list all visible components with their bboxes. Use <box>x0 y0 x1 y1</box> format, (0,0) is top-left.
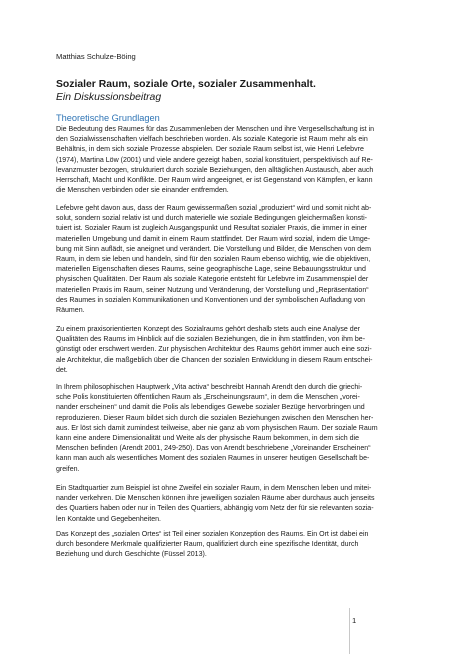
paragraph-6 <box>56 530 420 561</box>
text-line: günstigt oder erschwert werden. Zur physischen Architektur des Raums gehört immer auch eine sozi- <box>56 346 372 354</box>
text-line: nander erscheinen“ und damit die Polis als lebendiges Gewebe sozialer Bezüge hervorbringen und <box>56 404 365 412</box>
text-line: nander verkehren. Die Menschen können ihre jeweiligen sozialen Räume aber durchaus auch jenseits <box>56 495 375 503</box>
section-heading: Theoretische Grundlagen <box>56 113 160 123</box>
text-line: den Sozialwissenschaften vielfach beschrieben worden. Als soziale Kategorie ist Raum mehr als ein <box>56 136 368 144</box>
text-line: Menschen befinden (Arendt 2001, 249-250). Das von Arendt beschriebene „Voreinander Erscheinen“ <box>56 445 371 453</box>
text-line: Qualitäten des Raums im Hinblick auf die sozialen Beziehungen, die in ihm stattfinden, von ihm be- <box>56 336 366 344</box>
text-line: (1974), Martina Löw (2001) und viele andere gezeigt haben, sozial konstituiert, perspektivisch auf Re- <box>56 156 373 164</box>
text-line: aus. Er löst sich damit zumindest teilweise, aber nie ganz ab vom physischen Raum. Der soziale Raum <box>56 424 378 432</box>
text-line: die Menschen verbinden oder sie einander entfremden. <box>56 187 229 195</box>
text-line: reproduzieren. Dieser Raum bildet sich durch die sozialen Beziehungen zwischen den Menschen her- <box>56 414 374 422</box>
text-line: des Raumes in sozialen Kommunikationen und Konventionen und der symbolischen Aufladung von <box>56 296 366 304</box>
paragraph-2 <box>56 204 420 316</box>
text-line: kann eine andere Dimensionalität und Weite als der physische Raum bekommen, in dem sich die <box>56 435 360 443</box>
paragraph-3 <box>56 325 420 376</box>
text-line: Zu einem praxisorientierten Konzept des Sozialraums gehört deshalb stets auch eine Analyse der <box>56 326 360 333</box>
text-line: durch besondere Merkmale qualifizierter Raum, qualifiziert durch eine spezifische Identität, durch <box>56 541 359 549</box>
text-line: Herrschaft, Macht und Konflikte. Der Raum wird angeeignet, er ist Gegenstand von Kämpfen, er kann <box>56 177 373 185</box>
text-line: det. <box>56 366 68 374</box>
text-line: Räumen. <box>56 307 85 315</box>
paragraph-4 <box>56 383 420 475</box>
author-name: Matthias Schulze-Böing <box>56 52 136 61</box>
text-line: tuiert ist. Sozialer Raum ist zugleich Ausgangspunkt und Resultat sozialer Praxis, die immer in einer <box>56 225 367 233</box>
text-line: kann man auch als wesentliches Moment des sozialen Raumes in unserer heutigen Gesellschaft be- <box>56 455 370 463</box>
page-number: 1 <box>352 616 357 625</box>
text-line: physischen Qualitäten. Der Raum als soziale Kategorie entsteht für Lefebvre im Zusammenspiel der <box>56 276 369 284</box>
text-line: solut, sondern sozial relativ ist und durch materielle wie soziale Bedingungen gleichermaßen konsti- <box>56 215 368 223</box>
document-subtitle: Ein Diskussionsbeitrag <box>56 92 162 103</box>
footer-divider <box>349 608 350 654</box>
text-line: Das Konzept des „sozialen Ortes“ ist Teil einer sozialen Konzeption des Raums. Ein Ort ist dabei ein <box>56 531 369 538</box>
text-line: ale Architektur, die maßgeblich über die Chancen der sozialen Entwicklung in diesem Raum entschei- <box>56 356 373 364</box>
text-line: Behältnis, in dem sich soziale Prozesse abspielen. Der soziale Raum selbst ist, wie Henri Lefebvre <box>56 146 364 154</box>
text-line: levanzmuster bezogen, strukturiert durch soziale Beziehungen, den alltäglichen Austausch, aber auch <box>56 166 374 174</box>
text-line: Ein Stadtquartier zum Beispiel ist ohne Zweifel ein sozialer Raum, in dem Menschen leben und mitei- <box>56 485 372 492</box>
paragraph-5 <box>56 484 420 525</box>
document-title: Sozialer Raum, soziale Orte, sozialer Zusammenhalt. <box>56 79 316 90</box>
text-line: Die Bedeutung des Raumes für das Zusammenleben der Menschen und ihre Vergesellschaftung ist in <box>56 126 375 133</box>
text-line: len Kontakte und Gegebenheiten. <box>56 515 162 523</box>
paragraph-1 <box>56 125 420 196</box>
text-line: In Ihrem philosophischen Hauptwerk „Vita activa“ beschreibt Hannah Arendt den durch die griechi- <box>56 384 363 391</box>
text-line: greifen. <box>56 465 80 473</box>
text-line: materiellen Eigenschaften dieses Raums, seine geographische Lage, seine Bebauungsstruktur und <box>56 266 366 274</box>
text-line: des Quartiers haben oder nur in Teilen des Quartiers, abhängig vom Netz der für sie relevanten sozia- <box>56 505 374 513</box>
text-line: Raum, in dem sie leben und handeln, sind für den sozialen Raum ebenso wichtig, wie die objektiven, <box>56 256 371 264</box>
text-line: Beziehung und durch Geschichte (Füssel 2013). <box>56 551 207 559</box>
text-line: Lefebvre geht davon aus, dass der Raum gewissermaßen sozial „produziert“ wird und somit nicht ab- <box>56 205 372 212</box>
text-line: sche Polis konstituierten öffentlichen Raum als „Erscheinungsraum“, in dem die Menschen „vorei- <box>56 394 360 402</box>
text-line: materiellen Umgebung und damit in einem Raum stattfindet. Der Raum wird sozial, indem die Umge- <box>56 235 371 243</box>
text-line: bung mit Sinn auflädt, sie aneignet und verändert. Die Vorstellung und Bilder, die Menschen von dem <box>56 245 371 253</box>
text-line: materiellen Praxis im Raum, seiner Nutzung und Veränderung, der Vorstellung und „Repräsentation“ <box>56 286 369 294</box>
